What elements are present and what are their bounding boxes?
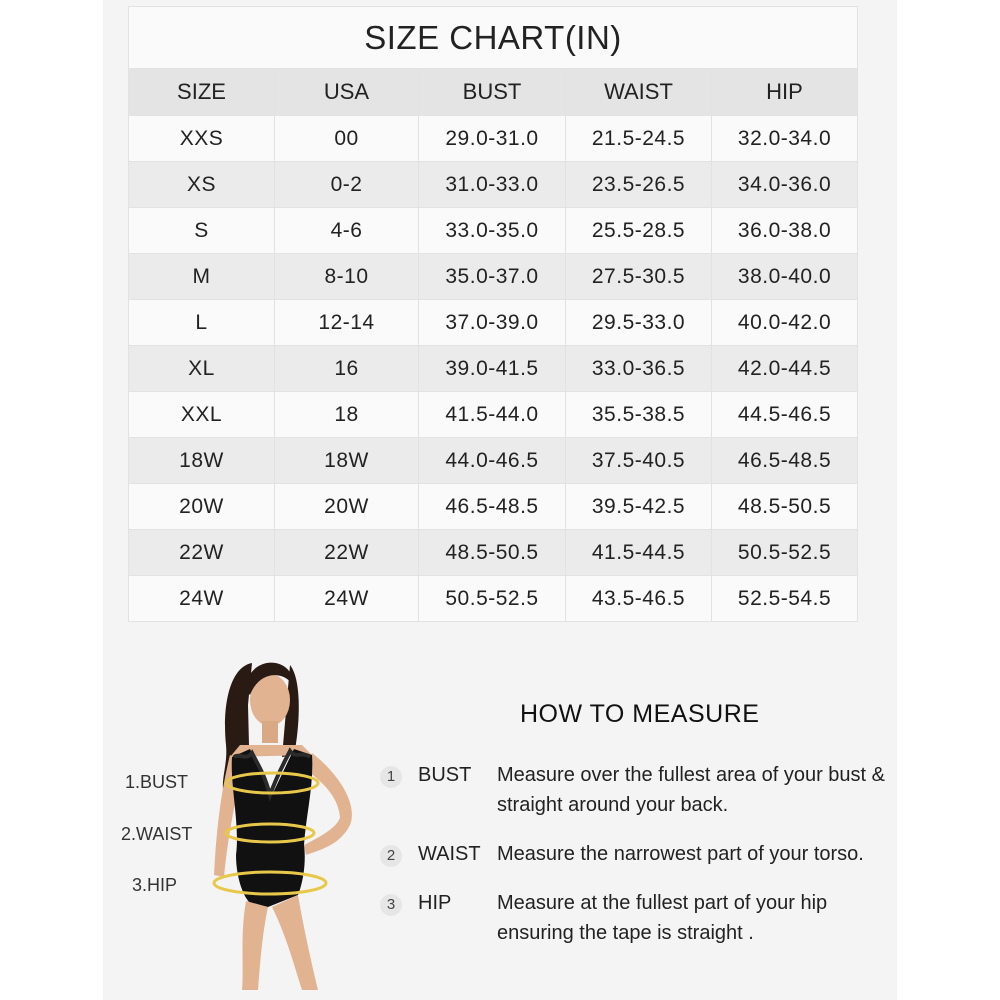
cell-waist: 29.5-33.0	[566, 300, 712, 346]
cell-hip: 42.0-44.5	[712, 346, 858, 392]
cell-usa: 16	[275, 346, 419, 392]
measure-description: Measure the narrowest part of your torso.	[497, 843, 864, 865]
model-figure	[190, 645, 370, 990]
cell-usa: 20W	[275, 484, 419, 530]
cell-bust: 37.0-39.0	[419, 300, 566, 346]
measure-name: BUST	[418, 764, 472, 786]
cell-size: XL	[129, 346, 275, 392]
cell-hip: 36.0-38.0	[712, 208, 858, 254]
cell-size: M	[129, 254, 275, 300]
cell-size: 20W	[129, 484, 275, 530]
cell-usa: 0-2	[275, 162, 419, 208]
step-number-badge: 3	[380, 894, 402, 916]
cell-size: 18W	[129, 438, 275, 484]
cell-size: XS	[129, 162, 275, 208]
cell-bust: 41.5-44.0	[419, 392, 566, 438]
cell-hip: 50.5-52.5	[712, 530, 858, 576]
how-to-measure-title: HOW TO MEASURE	[520, 700, 760, 728]
column-header-bust: BUST	[419, 69, 566, 116]
cell-hip: 38.0-40.0	[712, 254, 858, 300]
cell-hip: 34.0-36.0	[712, 162, 858, 208]
cell-hip: 44.5-46.5	[712, 392, 858, 438]
table-row	[129, 484, 858, 530]
cell-size: L	[129, 300, 275, 346]
cell-size: XXS	[129, 116, 275, 162]
cell-bust: 31.0-33.0	[419, 162, 566, 208]
cell-bust: 50.5-52.5	[419, 576, 566, 622]
cell-waist: 43.5-46.5	[566, 576, 712, 622]
cell-waist: 35.5-38.5	[566, 392, 712, 438]
table-row	[129, 254, 858, 300]
measure-description: Measure over the fullest area of your bust & straight around your back.	[497, 764, 885, 816]
column-header-hip: HIP	[712, 69, 858, 116]
measure-description: Measure at the fullest part of your hip ensuring the tape is straight .	[497, 892, 828, 944]
cell-hip: 32.0-34.0	[712, 116, 858, 162]
table-row	[129, 576, 858, 622]
table-row	[129, 162, 858, 208]
cell-waist: 39.5-42.5	[566, 484, 712, 530]
cell-bust: 44.0-46.5	[419, 438, 566, 484]
cell-waist: 21.5-24.5	[566, 116, 712, 162]
cell-waist: 33.0-36.5	[566, 346, 712, 392]
cell-hip: 52.5-54.5	[712, 576, 858, 622]
cell-waist: 27.5-30.5	[566, 254, 712, 300]
measure-name: HIP	[418, 892, 452, 914]
cell-waist: 23.5-26.5	[566, 162, 712, 208]
cell-size: 24W	[129, 576, 275, 622]
cell-bust: 39.0-41.5	[419, 346, 566, 392]
cell-hip: 48.5-50.5	[712, 484, 858, 530]
cell-bust: 35.0-37.0	[419, 254, 566, 300]
table-row	[129, 438, 858, 484]
column-header-size: SIZE	[129, 69, 275, 116]
cell-bust: 29.0-31.0	[419, 116, 566, 162]
bust-label: 1.BUST	[125, 772, 189, 792]
cell-usa: 24W	[275, 576, 419, 622]
cell-usa: 12-14	[275, 300, 419, 346]
table-row	[129, 392, 858, 438]
cell-usa: 00	[275, 116, 419, 162]
table-row	[129, 208, 858, 254]
cell-usa: 8-10	[275, 254, 419, 300]
hip-label: 3.HIP	[132, 875, 178, 895]
cell-hip: 40.0-42.0	[712, 300, 858, 346]
column-header-waist: WAIST	[566, 69, 712, 116]
cell-waist: 41.5-44.5	[566, 530, 712, 576]
table-row	[129, 346, 858, 392]
table-row	[129, 300, 858, 346]
measure-name: WAIST	[418, 843, 481, 865]
cell-usa: 22W	[275, 530, 419, 576]
cell-usa: 18	[275, 392, 419, 438]
cell-size: 22W	[129, 530, 275, 576]
cell-waist: 25.5-28.5	[566, 208, 712, 254]
size-chart-body	[129, 116, 858, 622]
size-chart-table	[128, 6, 858, 622]
cell-usa: 18W	[275, 438, 419, 484]
cell-size: S	[129, 208, 275, 254]
cell-usa: 4-6	[275, 208, 419, 254]
cell-bust: 46.5-48.5	[419, 484, 566, 530]
table-row	[129, 116, 858, 162]
size-chart-title: SIZE CHART(IN)	[129, 7, 858, 69]
size-chart-header-row	[129, 69, 858, 116]
cell-waist: 37.5-40.5	[566, 438, 712, 484]
step-number-badge: 1	[380, 766, 402, 788]
cell-bust: 33.0-35.0	[419, 208, 566, 254]
waist-label: 2.WAIST	[121, 824, 193, 844]
cell-size: XXL	[129, 392, 275, 438]
step-number-badge: 2	[380, 845, 402, 867]
table-row	[129, 530, 858, 576]
column-header-usa: USA	[275, 69, 419, 116]
cell-hip: 46.5-48.5	[712, 438, 858, 484]
cell-bust: 48.5-50.5	[419, 530, 566, 576]
